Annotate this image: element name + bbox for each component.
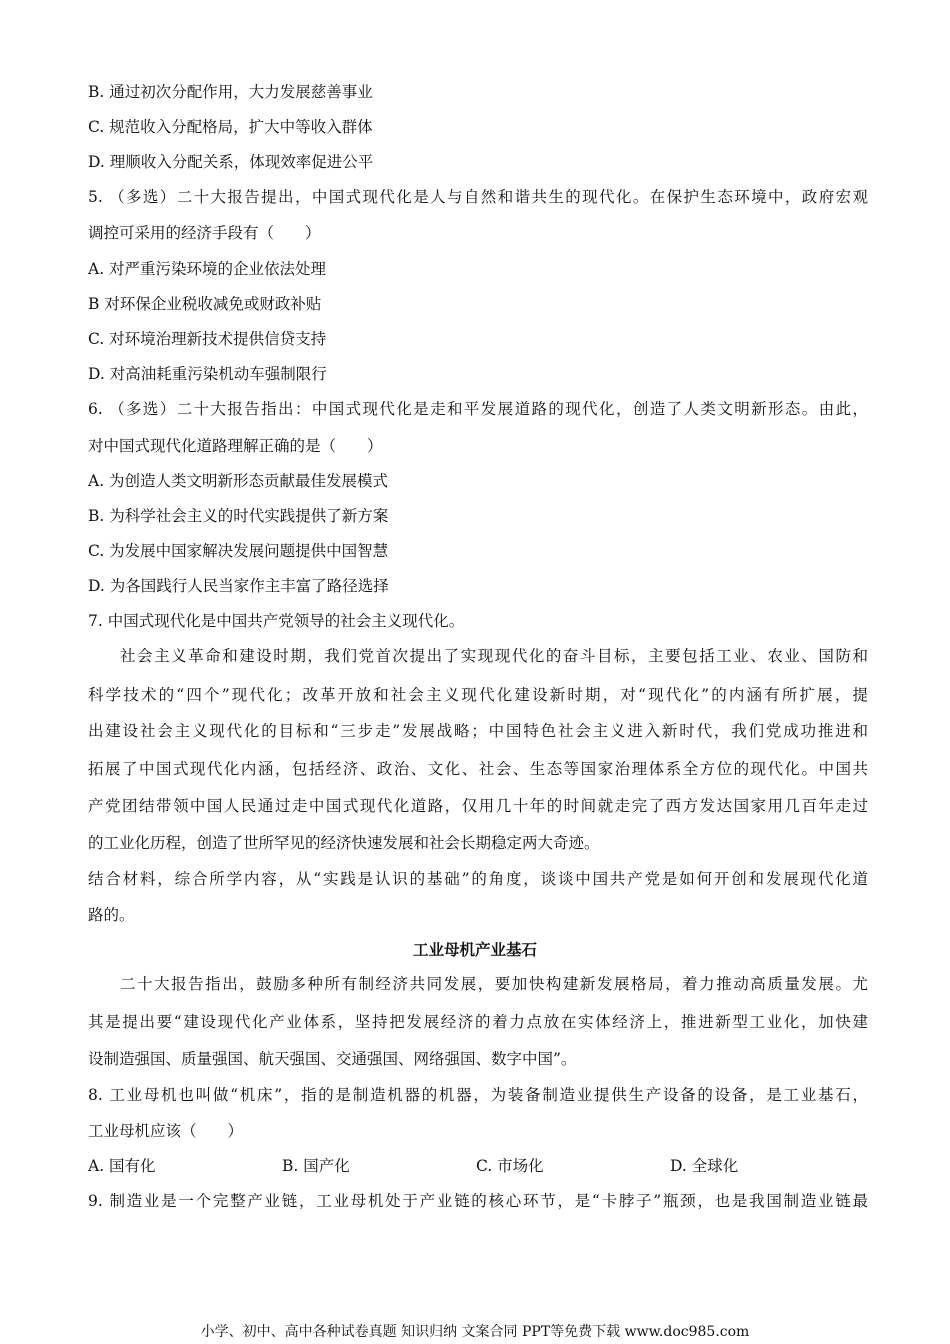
- option-d-q6: D. 为各国践行人民当家作主丰富了路径选择: [88, 577, 389, 595]
- option-a-q6: A. 为创造人类文明新形态贡献最佳发展模式: [88, 472, 389, 490]
- material-paragraph: 出建设社会主义现代化的目标和“三步走”发展战略；中国特色社会主义进入新时代，我们党成功推进和: [88, 722, 868, 740]
- material-paragraph-2: 二十大报告指出，鼓励多种所有制经济共同发展，要加快构建新发展格局，着力推动高质量发展。尤: [120, 975, 868, 993]
- question-6-stem: 6. （多选）二十大报告指出：中国式现代化是走和平发展道路的现代化，创造了人类文明新形态。由此，: [88, 400, 868, 418]
- option-a-q5: A. 对严重污染环境的企业依法处理: [88, 260, 327, 278]
- question-5-stem-cont: 调控可采用的经济手段有（ ）: [88, 224, 321, 242]
- option-b-q8: B. 国产化: [282, 1157, 350, 1175]
- material-paragraph: 社会主义革命和建设时期，我们党首次提出了实现现代化的奋斗目标，主要包括工业、农业、国防和: [120, 647, 868, 665]
- footer-text: 小学、初中、高中各种试卷真题 知识归纳 文案合同 PPT等免费下载 www.doc985.com: [200, 1324, 750, 1340]
- option-b-q5: B 对环保企业税收减免或财政补贴: [88, 295, 322, 313]
- option-c-q6: C. 为发展中国家解决发展问题提供中国智慧: [88, 542, 389, 560]
- option-d-q5: D. 对高油耗重污染机动车强制限行: [88, 365, 327, 383]
- section-heading: 工业母机产业基石: [412, 940, 537, 959]
- question-8-stem-cont: 工业母机应该（ ）: [88, 1122, 244, 1140]
- option-a-q8: A. 国有化: [88, 1157, 156, 1175]
- material-paragraph: 拓展了中国式现代化内涵，包括经济、政治、文化、社会、生态等国家治理体系全方位的现代化。中国共: [88, 760, 868, 778]
- question-7-stem: 7. 中国式现代化是中国共产党领导的社会主义现代化。: [88, 612, 465, 630]
- material-paragraph: 的工业化历程，创造了世所罕见的经济快速发展和社会长期稳定两大奇迹。: [88, 834, 600, 852]
- material-paragraph-2: 其是提出要“建设现代化产业体系，坚持把发展经济的着力点放在实体经济上，推进新型工业化，加快建: [88, 1013, 868, 1031]
- option-c-q8: C. 市场化: [476, 1157, 544, 1175]
- question-9-stem: 9. 制造业是一个完整产业链，工业母机处于产业链的核心环节，是“卡脖子”瓶颈，也是我国制造业链最: [88, 1192, 868, 1210]
- material-paragraph: 产党团结带领中国人民通过走中国式现代化道路，仅用几十年的时间就走完了西方发达国家用几百年走过: [88, 797, 868, 815]
- option-d-q4: D. 理顺收入分配关系，体现效率促进公平: [88, 153, 374, 171]
- question-5-stem: 5. （多选）二十大报告提出，中国式现代化是人与自然和谐共生的现代化。在保护生态环境中，政府宏观: [88, 188, 868, 206]
- option-c-q5: C. 对环境治理新技术提供信贷支持: [88, 330, 327, 348]
- option-b-q4: B. 通过初次分配作用，大力发展慈善事业: [88, 83, 373, 101]
- material-paragraph-2: 设制造强国、质量强国、航天强国、交通强国、网络强国、数字中国”。: [88, 1050, 577, 1068]
- option-c-q4: C. 规范收入分配格局，扩大中等收入群体: [88, 118, 373, 136]
- material-paragraph: 科学技术的“四个”现代化；改革开放和社会主义现代化建设新时期，对“现代化”的内涵有所扩展，提: [88, 686, 868, 704]
- question-7-task-cont: 路的。: [88, 906, 135, 924]
- option-b-q6: B. 为科学社会主义的时代实践提供了新方案: [88, 507, 389, 525]
- option-d-q8: D. 全球化: [670, 1157, 739, 1175]
- question-6-stem-cont: 对中国式现代化道路理解正确的是（ ）: [88, 437, 383, 455]
- question-8-stem: 8. 工业母机也叫做“机床”，指的是制造机器的机器，为装备制造业提供生产设备的设备，是工业基石，: [88, 1086, 868, 1104]
- question-7-task: 结合材料，综合所学内容，从“实践是认识的基础”的角度，谈谈中国共产党是如何开创和发展现代化道: [88, 870, 868, 888]
